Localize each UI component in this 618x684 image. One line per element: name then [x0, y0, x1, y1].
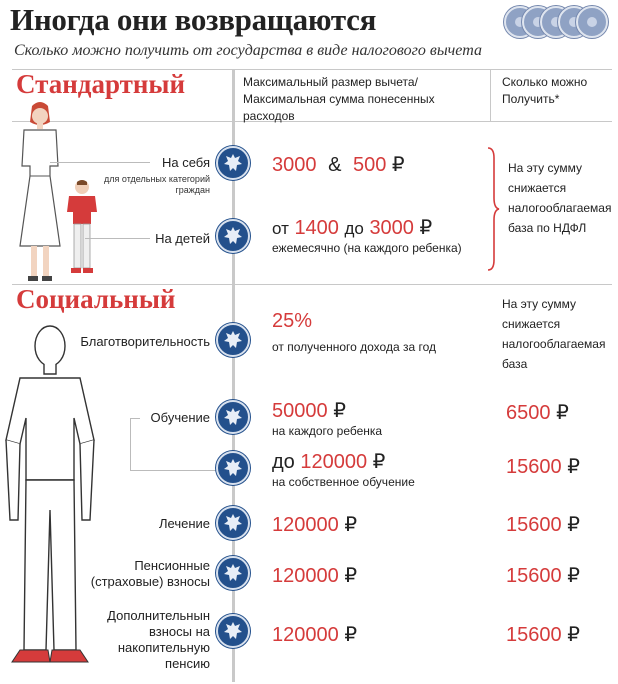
extra-pension-amount: 120000 [272, 624, 339, 646]
pension-amount-row [272, 563, 357, 588]
children-note: ежемесячно (на каждого ребенка) [272, 241, 462, 255]
ruble-sign: ₽ [567, 624, 580, 646]
education-self-note: на собственное обучение [272, 475, 415, 489]
from-word: от [272, 219, 289, 238]
ruble-sign: ₽ [344, 514, 358, 536]
emblem-children [216, 219, 250, 253]
social-heading: Социальный [16, 284, 176, 314]
ampersand: & [328, 154, 342, 176]
education-child-amount: 50000 [272, 400, 328, 422]
treatment-amount-row [272, 512, 357, 537]
page-subtitle: Сколько можно получить от государства в виде налогового вычета [14, 42, 482, 59]
self-amount-a: 3000 [272, 154, 317, 176]
education-child-result: 6500 [506, 402, 551, 424]
ruble-sign: ₽ [372, 451, 386, 473]
standard-col2-header: Максимальный размер вычета/ Максимальная сумма понесенных расходов [243, 75, 435, 123]
treatment-label: Лечение [158, 516, 210, 531]
education-self-connector [130, 470, 216, 471]
education-child-note: на каждого ребенка [272, 424, 383, 438]
social-col3-header: На эту сумму снижается налогооблагаемая база [502, 297, 606, 371]
extra-pension-result: 15600 [506, 624, 562, 646]
extra-pension-result-row [506, 622, 580, 647]
education-self-amount-row [272, 449, 385, 474]
treatment-result: 15600 [506, 514, 562, 536]
column-divider [490, 70, 491, 122]
ruble-sign: ₽ [556, 402, 569, 424]
emblem-education-child [216, 400, 250, 434]
emblem-self [216, 146, 250, 180]
ruble-sign: ₽ [344, 624, 358, 646]
emblem-pension [216, 556, 250, 590]
pension-result: 15600 [506, 565, 562, 587]
children-amount-b: 3000 [369, 217, 414, 239]
to-word: до [344, 219, 364, 238]
emblem-treatment [216, 506, 250, 540]
charity-amount: 25% [272, 310, 313, 332]
ruble-sign: ₽ [567, 565, 580, 587]
ruble-sign: ₽ [567, 456, 580, 478]
pension-amount: 120000 [272, 565, 339, 587]
self-sublabel: для отдельных категорий граждан [104, 174, 210, 195]
children-amount-row [272, 215, 432, 240]
ruble-sign: ₽ [344, 565, 358, 587]
education-self-result: 15600 [506, 456, 562, 478]
education-label: Обучение [150, 410, 210, 425]
standard-heading: Стандартный [16, 69, 186, 99]
standard-brace [484, 146, 500, 272]
emblem-education-self [216, 451, 250, 485]
extra-pension-amount-row [272, 622, 357, 647]
education-child-result-row [506, 400, 569, 425]
emblem-extra-pension [216, 614, 250, 648]
ruble-coins-icon [504, 4, 616, 40]
up-to-word: до [272, 451, 295, 473]
standard-result-note: На эту сумму снижается налогооблагаемая база по НДФЛ [508, 161, 612, 235]
child-figure-icon [64, 178, 100, 278]
treatment-amount: 120000 [272, 514, 339, 536]
emblem-charity [216, 323, 250, 357]
education-child-amount-row [272, 398, 346, 423]
woman-figure-icon [10, 96, 70, 286]
children-label: На детей [155, 231, 210, 246]
education-self-result-row [506, 454, 580, 479]
self-amount-b: 500 [352, 154, 387, 176]
ruble-sign: ₽ [333, 400, 346, 422]
pension-label: Пенсионные (страховые) взносы [90, 558, 210, 589]
ruble-sign: ₽ [419, 217, 433, 239]
self-label: На себя [161, 155, 210, 170]
ruble-sign: ₽ [567, 514, 580, 536]
children-amount-a: 1400 [294, 217, 339, 239]
standard-col3-header: Сколько можно Получить* [502, 75, 588, 106]
extra-pension-label: Дополнительнын взносы на накопительную пенсию [107, 608, 210, 671]
education-self-amount: 120000 [300, 451, 368, 473]
charity-label: Благотворительность [80, 334, 210, 349]
ruble-sign: ₽ [391, 154, 405, 176]
page-title: Иногда они возвращаются [10, 2, 377, 37]
charity-note: от полученного дохода за год [272, 340, 436, 354]
self-amount-row [272, 152, 405, 177]
pension-result-row [506, 563, 580, 588]
treatment-result-row [506, 512, 580, 537]
